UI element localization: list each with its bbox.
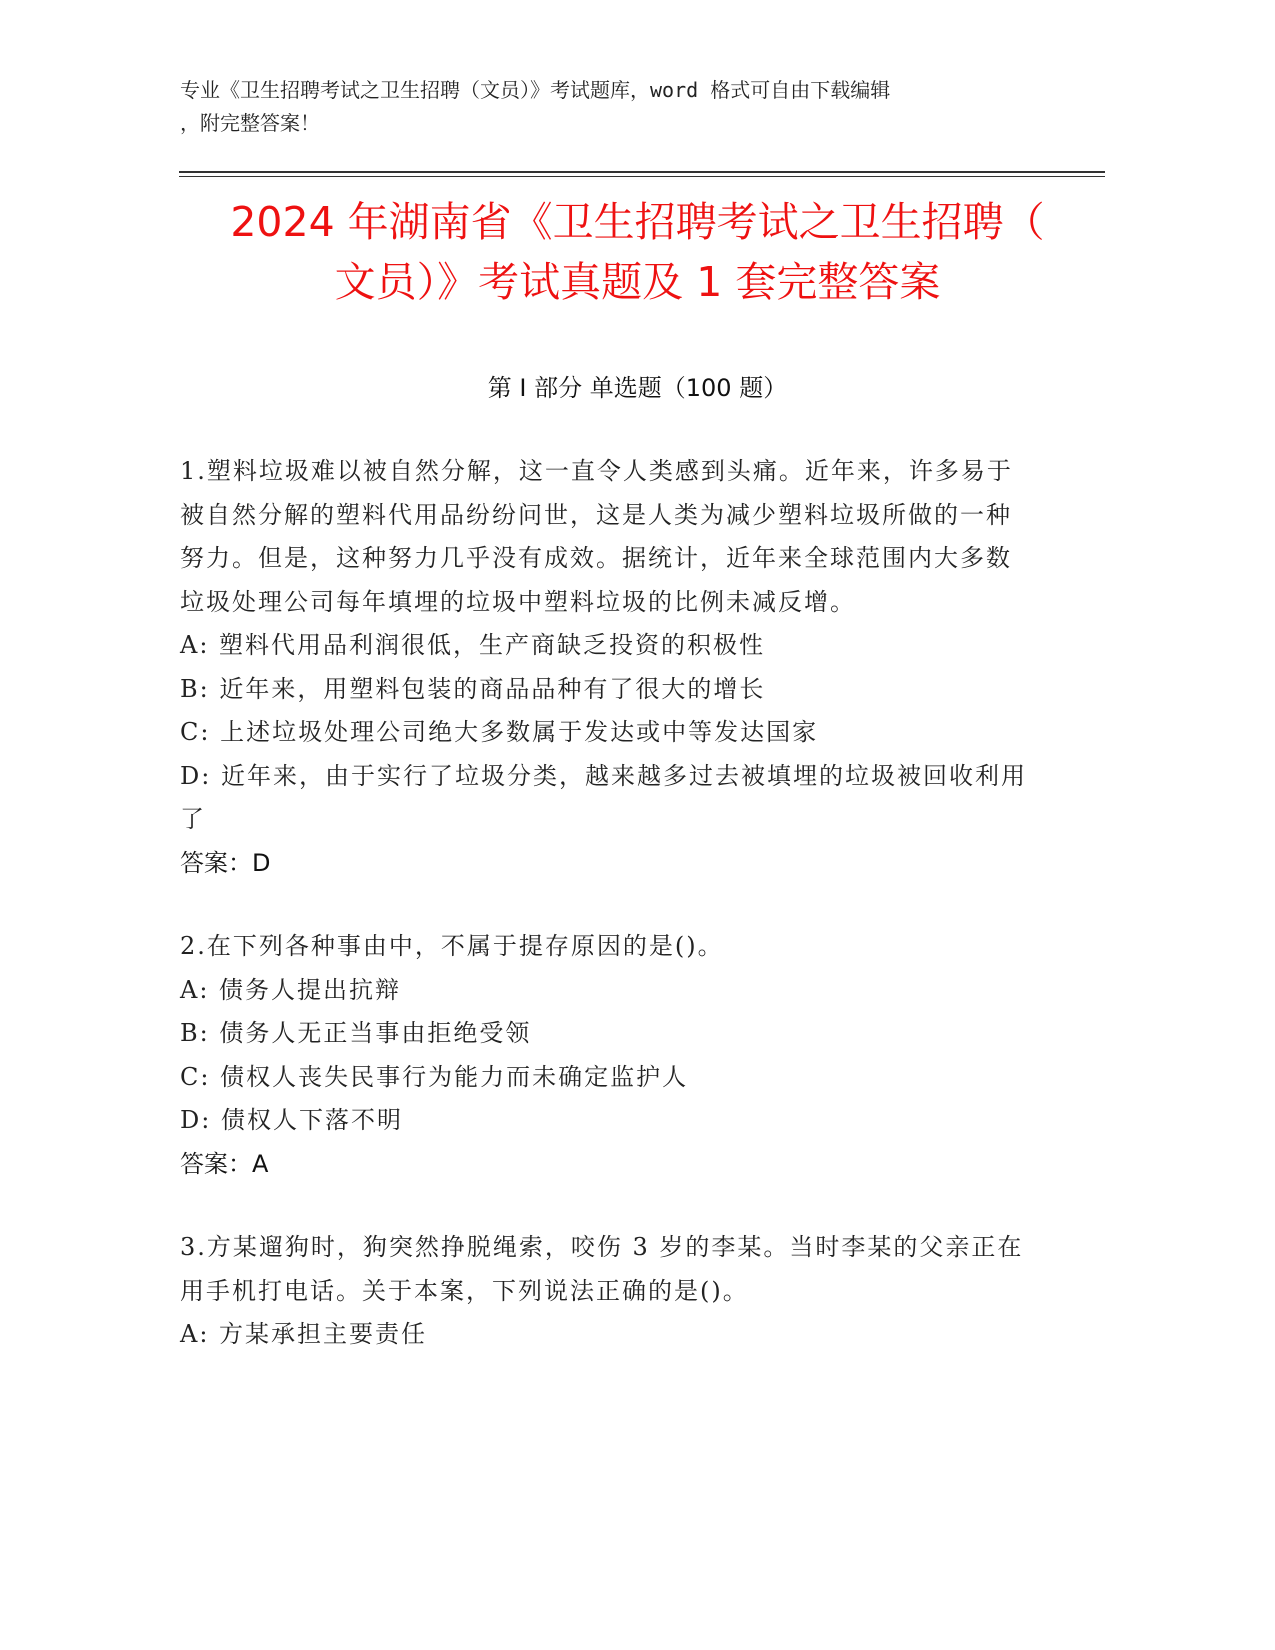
document-title-line-1: 2024 年湖南省《卫生招聘考试之卫生招聘（ (230, 198, 1045, 246)
option-b: B: 债务人无正当事由拒绝受领 (180, 1019, 532, 1047)
option-d: D: 近年来，由于实行了垃圾分类，越来越多过去被填埋的垃圾被回收利用了 (180, 761, 1027, 833)
answer-line: 答案：D (180, 848, 271, 877)
option-c: C: 上述垃圾处理公司绝大多数属于发达或中等发达国家 (180, 718, 819, 746)
option-b: B: 近年来，用塑料包装的商品品种有了很大的增长 (180, 674, 766, 703)
option-a: A: 方某承担主要责任 (180, 1320, 428, 1348)
option-a: A: 债务人提出抗辩 (180, 975, 402, 1004)
answer-line: 答案：A (180, 1149, 269, 1178)
question-stem: 2.在下列各种事由中，不属于提存原因的是()。 (180, 932, 724, 960)
header-divider-thin (179, 176, 1105, 177)
header-note (180, 74, 1030, 140)
option-d: D: 债权人下落不明 (180, 1106, 403, 1134)
question-list (180, 450, 1030, 1397)
question-item-1 (180, 450, 1030, 885)
section-heading: 第 I 部分 单选题（100 题） (487, 374, 788, 402)
question-item-3 (180, 1226, 1030, 1357)
option-a: A: 塑料代用品利润很低，生产商缺乏投资的积极性 (180, 631, 766, 659)
header-note-line-1: 专业《卫生招聘考试之卫生招聘（文员）》考试题库，word 格式可自由下载编辑 (180, 78, 891, 102)
question-item-2 (180, 925, 1030, 1186)
header-divider-thick (179, 171, 1105, 173)
option-c: C: 债权人丧失民事行为能力而未确定监护人 (180, 1062, 689, 1091)
question-stem: 3.方某遛狗时，狗突然挣脱绳索，咬伤 3 岁的李某。当时李某的父亲正在用手机打电话。关于本案，下列说法正确的是()。 (180, 1233, 1024, 1305)
document-title (150, 192, 1125, 312)
document-title-line-2: 文员）》考试真题及 1 套完整答案 (334, 258, 941, 306)
question-stem: 1.塑料垃圾难以被自然分解，这一直令人类感到头痛。近年来，许多易于被自然分解的塑料代用品纷纷问世，这是人类为减少塑料垃圾所做的一种努力。但是，这种努力几乎没有成效。据统计，近年来全球范围内大多数垃圾处理公司每年填埋的垃圾中塑料垃圾的比例未减反增。 (180, 457, 1013, 616)
header-note-line-2: ，附完整答案！ (180, 111, 320, 135)
